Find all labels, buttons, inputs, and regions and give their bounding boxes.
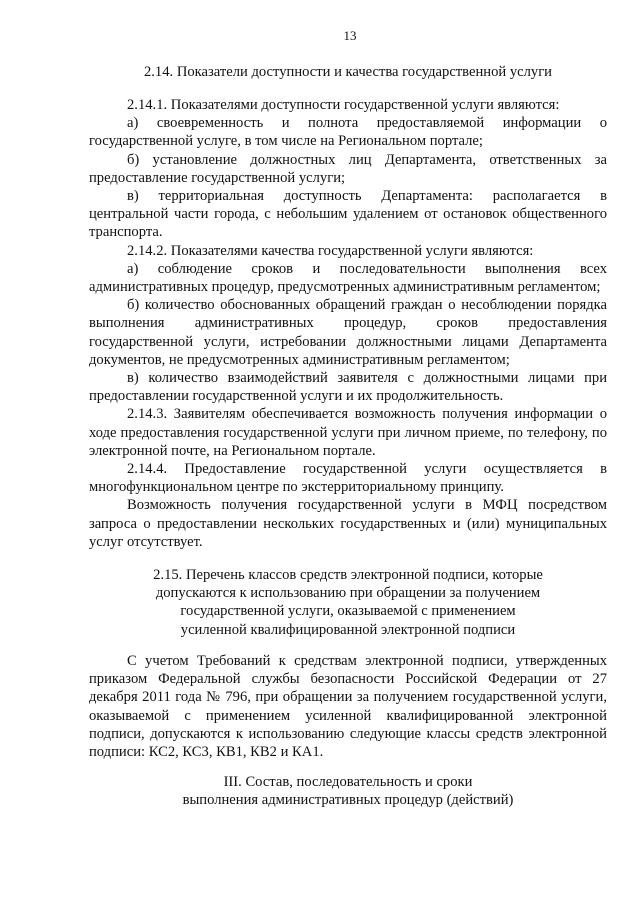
section-3-heading-line: III. Состав, последовательность и сроки (223, 774, 473, 790)
paragraph-2-14-1-a: а) своевременность и полнота предоставляемой информации о государственной услуге, в том числе на Региональном портале; (89, 115, 607, 150)
paragraph-2-14-3: 2.14.3. Заявителям обеспечивается возможность получения информации о ходе предоставления государственной услуги при личном приеме, по телефону, по электронной почте, на Региональном портале. (89, 406, 607, 459)
section-2-15-body (89, 652, 607, 761)
paragraph-2-14-2: 2.14.2. Показателями качества государственной услуги являются: (127, 242, 534, 259)
paragraph-2-14-2-a: а) соблюдение сроков и последовательности выполнения всех административных процедур, предусмотренных административным регламентом; (89, 260, 607, 296)
paragraph-2-14-1-b: б) установление должностных лиц Департамента, ответственных за предоставление государственной услуги; (89, 151, 607, 186)
page-number: 13 (343, 28, 357, 43)
section-2-15-heading-line: 2.15. Перечень классов средств электронной подписи, которые (153, 567, 543, 583)
paragraph-2-14-1-v: в) территориальная доступность Департамента: располагается в центральной части города, с небольшим удалением от остановок общественного транспорта. (89, 188, 607, 241)
section-2-14-heading: 2.14. Показатели доступности и качества государственной услуги (143, 64, 552, 80)
section-3-heading (89, 773, 607, 809)
paragraph-mfc-note: Возможность получения государственной услуги в МФЦ посредством запроса о предоставлении нескольких государственных и (или) муниципальных услуг отсутствует. (89, 497, 607, 550)
section-2-15-heading-line: усиленной квалифицированной электронной подписи (180, 621, 516, 638)
section-2-15-heading (89, 566, 607, 639)
paragraph-2-14-2-b: б) количество обоснованных обращений граждан о несоблюдении порядка выполнения административных процедур, сроков предоставления государственной услуги, истребовании должностными лицами Департамента документов, не предусмотренных административным регламентом; (89, 297, 607, 368)
section-3-heading-line: выполнения административных процедур (действий) (182, 792, 514, 809)
section-2-14-body (89, 96, 607, 551)
paragraph-2-14-1: 2.14.1. Показателями доступности государственной услуги являются: (127, 97, 560, 113)
section-2-15-heading-line: допускаются к использованию при обращении за получением (155, 585, 541, 602)
paragraph-2-14-2-v: в) количество взаимодействий заявителя с должностными лицами при предоставлении государственной услуги и их продолжительность. (89, 370, 607, 405)
paragraph-2-15: С учетом Требований к средствам электронной подписи, утвержденных приказом Федеральной службы безопасности Российской Федерации от 27 декабря 2011 года № 796, при обращении за получением государственной услуги, оказываемой с применением усиленной квалифицированной электронной подписи, допускаются к использованию следующие классы средств электронной подписи: КС2, КС3, КВ1, КВ2 и КА1. (89, 653, 607, 761)
section-2-15-heading-line: государственной услуги, оказываемой с применением (180, 603, 516, 620)
paragraph-2-14-4: 2.14.4. Предоставление государственной услуги осуществляется в многофункциональном центре по экстерриториальному принципу. (89, 461, 607, 496)
